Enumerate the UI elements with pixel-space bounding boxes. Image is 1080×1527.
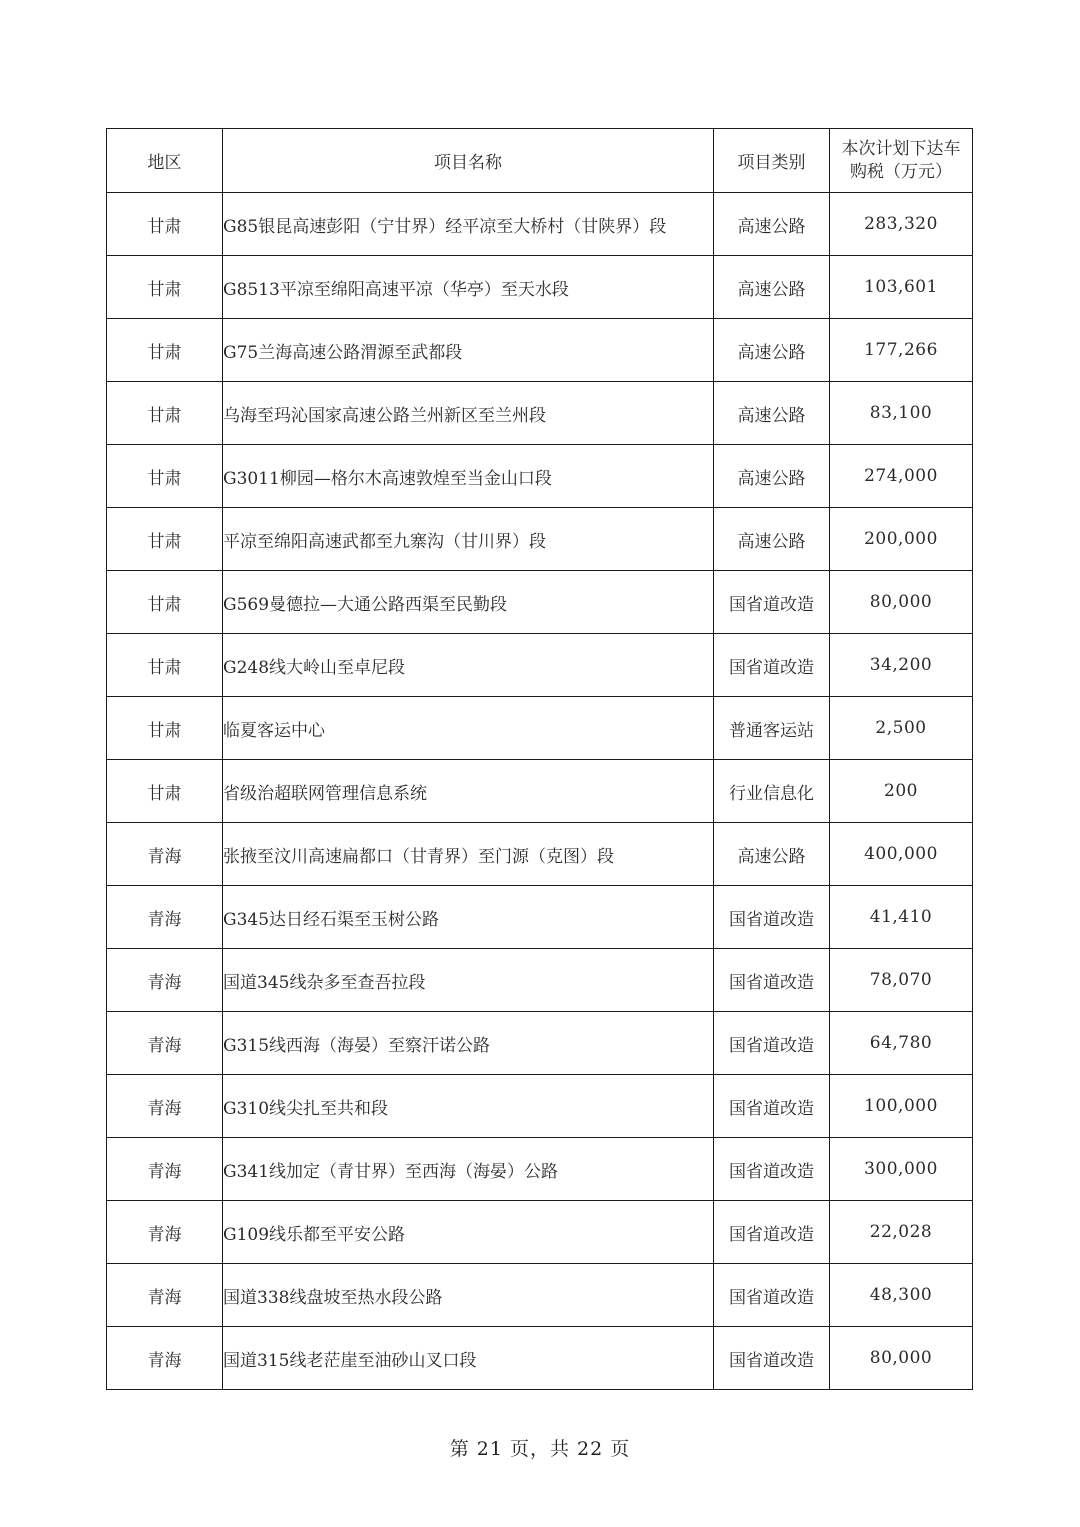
header-project-type: 项目类别 <box>714 129 830 193</box>
amount-cell: 400,000 <box>830 823 973 886</box>
project-name-cell: 国道338线盘坡至热水段公路 <box>223 1264 714 1327</box>
header-row <box>107 129 973 193</box>
project-name-cell: 国道345线杂多至查吾拉段 <box>223 949 714 1012</box>
amount-cell: 83,100 <box>830 382 973 445</box>
region-cell: 青海 <box>107 1075 223 1138</box>
amount-cell: 177,266 <box>830 319 973 382</box>
region-cell: 甘肃 <box>107 382 223 445</box>
amount-cell: 48,300 <box>830 1264 973 1327</box>
project-type-cell: 国省道改造 <box>714 1327 830 1390</box>
region-cell: 甘肃 <box>107 319 223 382</box>
amount-cell: 200 <box>830 760 973 823</box>
table-row <box>107 445 973 508</box>
project-name-cell: G345达日经石渠至玉树公路 <box>223 886 714 949</box>
header-amount <box>830 129 973 193</box>
region-cell: 甘肃 <box>107 697 223 760</box>
project-type-cell: 普通客运站 <box>714 697 830 760</box>
amount-cell: 78,070 <box>830 949 973 1012</box>
table-row <box>107 697 973 760</box>
region-cell: 青海 <box>107 886 223 949</box>
project-name-cell: G3011柳园—格尔木高速敦煌至当金山口段 <box>223 445 714 508</box>
project-type-cell: 国省道改造 <box>714 1201 830 1264</box>
amount-cell: 22,028 <box>830 1201 973 1264</box>
table-row <box>107 949 973 1012</box>
region-cell: 青海 <box>107 1201 223 1264</box>
project-name-cell: G315线西海（海晏）至察汗诺公路 <box>223 1012 714 1075</box>
amount-cell: 41,410 <box>830 886 973 949</box>
project-table <box>106 128 973 1390</box>
table-row <box>107 823 973 886</box>
region-cell: 甘肃 <box>107 256 223 319</box>
region-cell: 青海 <box>107 1264 223 1327</box>
amount-cell: 80,000 <box>830 1327 973 1390</box>
table-header <box>107 129 973 193</box>
amount-cell: 103,601 <box>830 256 973 319</box>
project-type-cell: 国省道改造 <box>714 1264 830 1327</box>
table-row <box>107 571 973 634</box>
region-cell: 青海 <box>107 949 223 1012</box>
project-name-cell: 临夏客运中心 <box>223 697 714 760</box>
project-name-cell: G248线大岭山至卓尼段 <box>223 634 714 697</box>
table-row <box>107 1264 973 1327</box>
page-number: 第 21 页，共 22 页 <box>449 1438 631 1460</box>
region-cell: 青海 <box>107 1138 223 1201</box>
region-cell: 甘肃 <box>107 445 223 508</box>
table-row <box>107 256 973 319</box>
table-row <box>107 382 973 445</box>
table-row <box>107 1327 973 1390</box>
table-body <box>107 193 973 1390</box>
table-row <box>107 634 973 697</box>
table-row <box>107 319 973 382</box>
amount-cell: 200,000 <box>830 508 973 571</box>
project-type-cell: 高速公路 <box>714 445 830 508</box>
project-name-cell: G109线乐都至平安公路 <box>223 1201 714 1264</box>
project-type-cell: 高速公路 <box>714 319 830 382</box>
region-cell: 甘肃 <box>107 760 223 823</box>
project-type-cell: 国省道改造 <box>714 634 830 697</box>
project-name-cell: G569曼德拉—大通公路西渠至民勤段 <box>223 571 714 634</box>
header-project-name: 项目名称 <box>223 129 714 193</box>
amount-cell: 34,200 <box>830 634 973 697</box>
amount-cell: 64,780 <box>830 1012 973 1075</box>
project-type-cell: 国省道改造 <box>714 1012 830 1075</box>
project-type-cell: 国省道改造 <box>714 1138 830 1201</box>
region-cell: 青海 <box>107 1012 223 1075</box>
project-name-cell: 张掖至汶川高速扁都口（甘青界）至门源（克图）段 <box>223 823 714 886</box>
project-type-cell: 国省道改造 <box>714 1075 830 1138</box>
project-type-cell: 高速公路 <box>714 256 830 319</box>
project-name-cell: G341线加定（青甘界）至西海（海晏）公路 <box>223 1138 714 1201</box>
amount-cell: 80,000 <box>830 571 973 634</box>
project-type-cell: 高速公路 <box>714 508 830 571</box>
table-row <box>107 760 973 823</box>
region-cell: 甘肃 <box>107 634 223 697</box>
table-row <box>107 1138 973 1201</box>
project-name-cell: 乌海至玛沁国家高速公路兰州新区至兰州段 <box>223 382 714 445</box>
project-name-cell: 平凉至绵阳高速武都至九寨沟（甘川界）段 <box>223 508 714 571</box>
table-row <box>107 886 973 949</box>
project-name-cell: G8513平凉至绵阳高速平凉（华亭）至天水段 <box>223 256 714 319</box>
amount-cell: 2,500 <box>830 697 973 760</box>
header-amount-line2: 购税（万元） <box>850 161 952 182</box>
table-row <box>107 1012 973 1075</box>
region-cell: 甘肃 <box>107 193 223 256</box>
table-row <box>107 1075 973 1138</box>
amount-cell: 100,000 <box>830 1075 973 1138</box>
project-type-cell: 国省道改造 <box>714 571 830 634</box>
region-cell: 甘肃 <box>107 508 223 571</box>
project-name-cell: G85银昆高速彭阳（宁甘界）经平凉至大桥村（甘陕界）段 <box>223 193 714 256</box>
region-cell: 青海 <box>107 1327 223 1390</box>
region-cell: 甘肃 <box>107 571 223 634</box>
project-type-cell: 行业信息化 <box>714 760 830 823</box>
amount-cell: 274,000 <box>830 445 973 508</box>
region-cell: 青海 <box>107 823 223 886</box>
amount-cell: 300,000 <box>830 1138 973 1201</box>
project-name-cell: G75兰海高速公路渭源至武都段 <box>223 319 714 382</box>
table-row <box>107 1201 973 1264</box>
project-type-cell: 国省道改造 <box>714 886 830 949</box>
header-amount-line1: 本次计划下达车 <box>841 138 961 159</box>
project-type-cell: 高速公路 <box>714 382 830 445</box>
project-name-cell: 国道315线老茫崖至油砂山叉口段 <box>223 1327 714 1390</box>
table-row <box>107 508 973 571</box>
header-region: 地区 <box>107 129 223 193</box>
project-name-cell: 省级治超联网管理信息系统 <box>223 760 714 823</box>
project-name-cell: G310线尖扎至共和段 <box>223 1075 714 1138</box>
project-type-cell: 高速公路 <box>714 823 830 886</box>
amount-cell: 283,320 <box>830 193 973 256</box>
project-type-cell: 高速公路 <box>714 193 830 256</box>
table-row <box>107 193 973 256</box>
project-type-cell: 国省道改造 <box>714 949 830 1012</box>
